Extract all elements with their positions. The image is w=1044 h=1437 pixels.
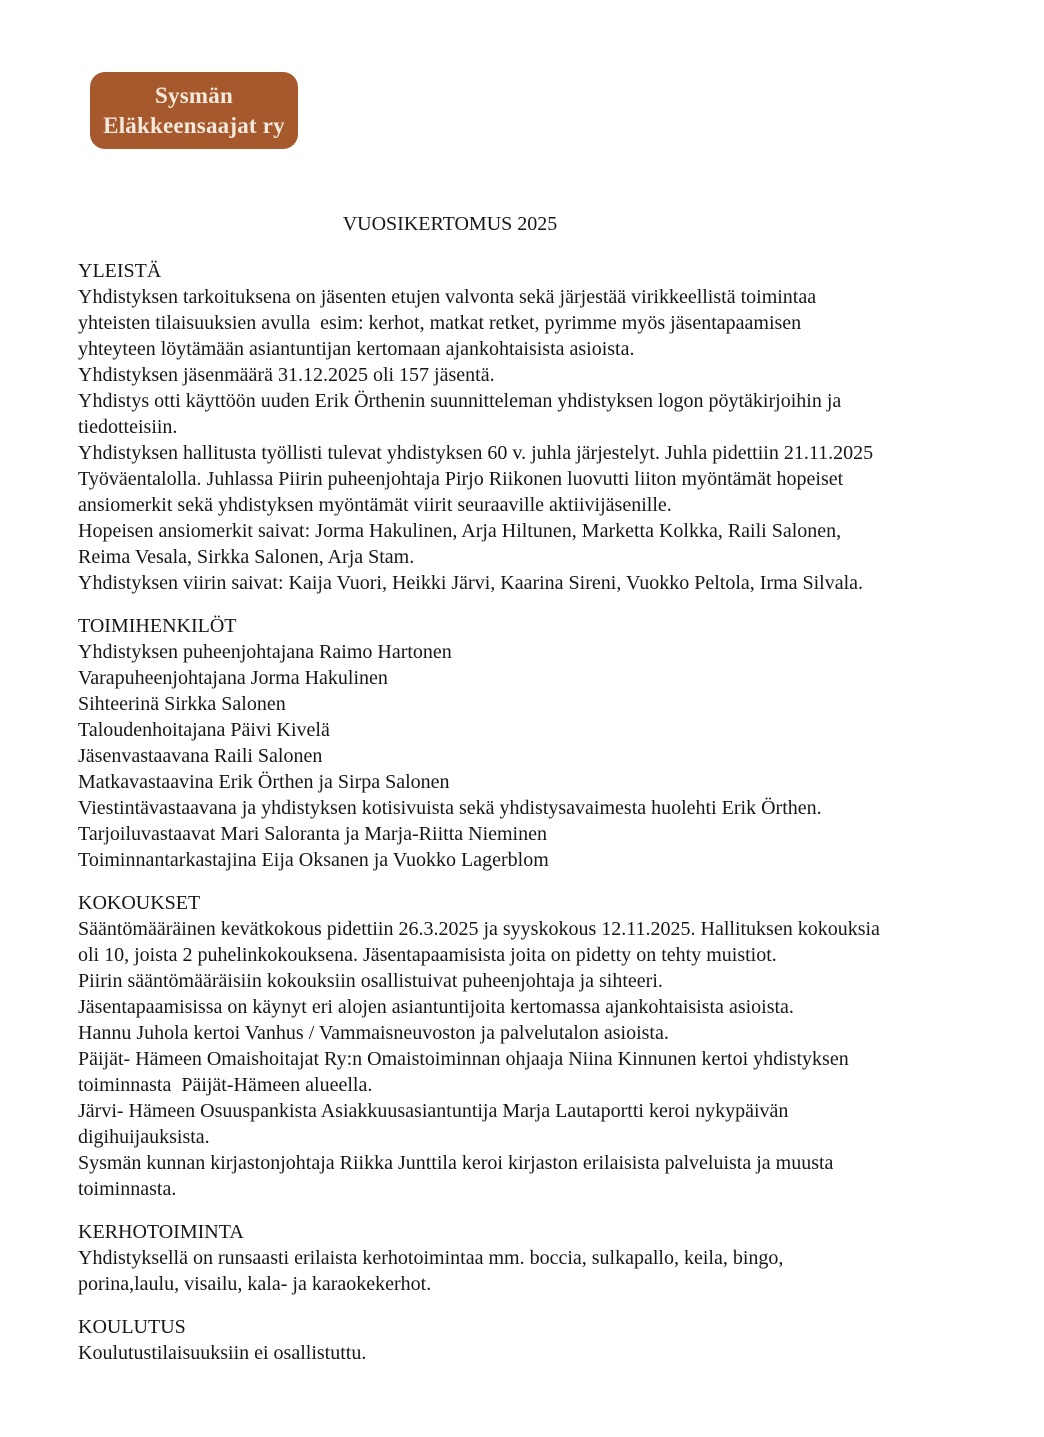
text-line: digihuijauksista.	[78, 1126, 210, 1148]
section-heading-yleista: YLEISTÄ	[78, 260, 162, 282]
text-line: Yhdistyksen jäsenmäärä 31.12.2025 oli 157 jäsentä.	[78, 364, 495, 386]
section-kerhotoiminta	[78, 1219, 1018, 1297]
text-line: Taloudenhoitajana Päivi Kivelä	[78, 719, 330, 741]
text-line: Yhdistyksen tarkoituksena on jäsenten etujen valvonta sekä järjestää virikkeellistä toimintaa	[78, 286, 817, 308]
section-yleista	[78, 258, 1018, 596]
document-title: VUOSIKERTOMUS 2025	[342, 213, 558, 235]
text-line: yhteyteen löytämään asiantuntijan kertomaan ajankohtaisista asioista.	[78, 338, 635, 360]
text-line: Jäsenvastaavana Raili Salonen	[78, 745, 323, 767]
text-line: Päijät- Hämeen Omaishoitajat Ry:n Omaistoiminnan ohjaaja Niina Kinnunen kertoi yhdistyksen	[78, 1048, 849, 1070]
association-logo	[90, 72, 298, 149]
text-line: Reima Vesala, Sirkka Salonen, Arja Stam.	[78, 546, 415, 568]
text-line: oli 10, joista 2 puhelinkokouksena. Jäsentapaamisista joita on pidetty on tehty muistiot.	[78, 944, 777, 966]
text-line: Jäsentapaamisissa on käynyt eri alojen asiantuntijoita kertomassa ajankohtaisista asioista.	[78, 996, 794, 1018]
text-line: Hopeisen ansiomerkit saivat: Jorma Hakulinen, Arja Hiltunen, Marketta Kolkka, Raili Salonen,	[78, 520, 842, 542]
sections-container	[78, 258, 1018, 1366]
text-line: Yhdistys otti käyttöön uuden Erik Örthenin suunnitteleman yhdistyksen logon pöytäkirjoihin ja	[78, 390, 842, 412]
text-line: Yhdistyksen viirin saivat: Kaija Vuori, Heikki Järvi, Kaarina Sireni, Vuokko Peltola, Irma Silvala.	[78, 572, 864, 594]
text-line: Piirin sääntömääräisiin kokouksiin osallistuivat puheenjohtaja ja sihteeri.	[78, 970, 663, 992]
document-content	[78, 211, 1018, 1366]
text-line: Yhdistyksen puheenjohtajana Raimo Hartonen	[78, 641, 452, 663]
text-line: Viestintävastaavana ja yhdistyksen kotisivuista sekä yhdistysavaimesta huolehti Erik Örthen.	[78, 797, 822, 819]
section-heading-kokoukset: KOKOUKSET	[78, 892, 201, 914]
logo-line-2: Eläkkeensaajat ry	[103, 113, 285, 138]
text-line: ansiomerkit sekä yhdistyksen myöntämät viirit seuraaville aktiivijäsenille.	[78, 494, 672, 516]
logo-line-1: Sysmän	[155, 83, 233, 108]
section-heading-koulutus: KOULUTUS	[78, 1316, 186, 1338]
text-line: Työväentalolla. Juhlassa Piirin puheenjohtaja Pirjo Riikonen luovutti liiton myöntämät hopeiset	[78, 468, 844, 490]
text-line: Yhdistyksen hallitusta työllisti tulevat yhdistyksen 60 v. juhla järjestelyt. Juhla pidettiin 21.11.2025	[78, 442, 874, 464]
text-line: Sääntömääräinen kevätkokous pidettiin 26.3.2025 ja syyskokous 12.11.2025. Hallituksen kokouksia	[78, 918, 880, 940]
text-line: Koulutustilaisuuksiin ei osallistuttu.	[78, 1342, 367, 1364]
text-line: Yhdistyksellä on runsaasti erilaista kerhotoimintaa mm. boccia, sulkapallo, keila, bingo,	[78, 1247, 784, 1269]
section-heading-kerhotoiminta: KERHOTOIMINTA	[78, 1221, 244, 1243]
section-kokoukset	[78, 890, 1018, 1202]
text-line: porina,laulu, visailu, kala- ja karaokekerhot.	[78, 1273, 432, 1295]
text-line: Varapuheenjohtajana Jorma Hakulinen	[78, 667, 388, 689]
text-line: Järvi- Hämeen Osuuspankista Asiakkuusasiantuntija Marja Lautaportti keroi nykypäivän	[78, 1100, 789, 1122]
section-heading-toimihenkilot: TOIMIHENKILÖT	[78, 615, 237, 637]
text-line: Toiminnantarkastajina Eija Oksanen ja Vuokko Lagerblom	[78, 849, 549, 871]
text-line: Sihteerinä Sirkka Salonen	[78, 693, 286, 715]
text-line: Matkavastaavina Erik Örthen ja Sirpa Salonen	[78, 771, 450, 793]
section-koulutus	[78, 1314, 1018, 1366]
text-line: tiedotteisiin.	[78, 416, 178, 438]
text-line: Hannu Juhola kertoi Vanhus / Vammaisneuvoston ja palvelutalon asioista.	[78, 1022, 669, 1044]
text-line: toiminnasta Päijät-Hämeen alueella.	[78, 1074, 373, 1096]
text-line: toiminnasta.	[78, 1178, 177, 1200]
section-toimihenkilot	[78, 613, 1018, 873]
text-line: yhteisten tilaisuuksien avulla esim: kerhot, matkat retket, pyrimme myös jäsentapaamisen	[78, 312, 802, 334]
text-line: Sysmän kunnan kirjastonjohtaja Riikka Junttila keroi kirjaston erilaisista palveluista ja muusta	[78, 1152, 834, 1174]
text-line: Tarjoiluvastaavat Mari Saloranta ja Marja-Riitta Nieminen	[78, 823, 547, 845]
